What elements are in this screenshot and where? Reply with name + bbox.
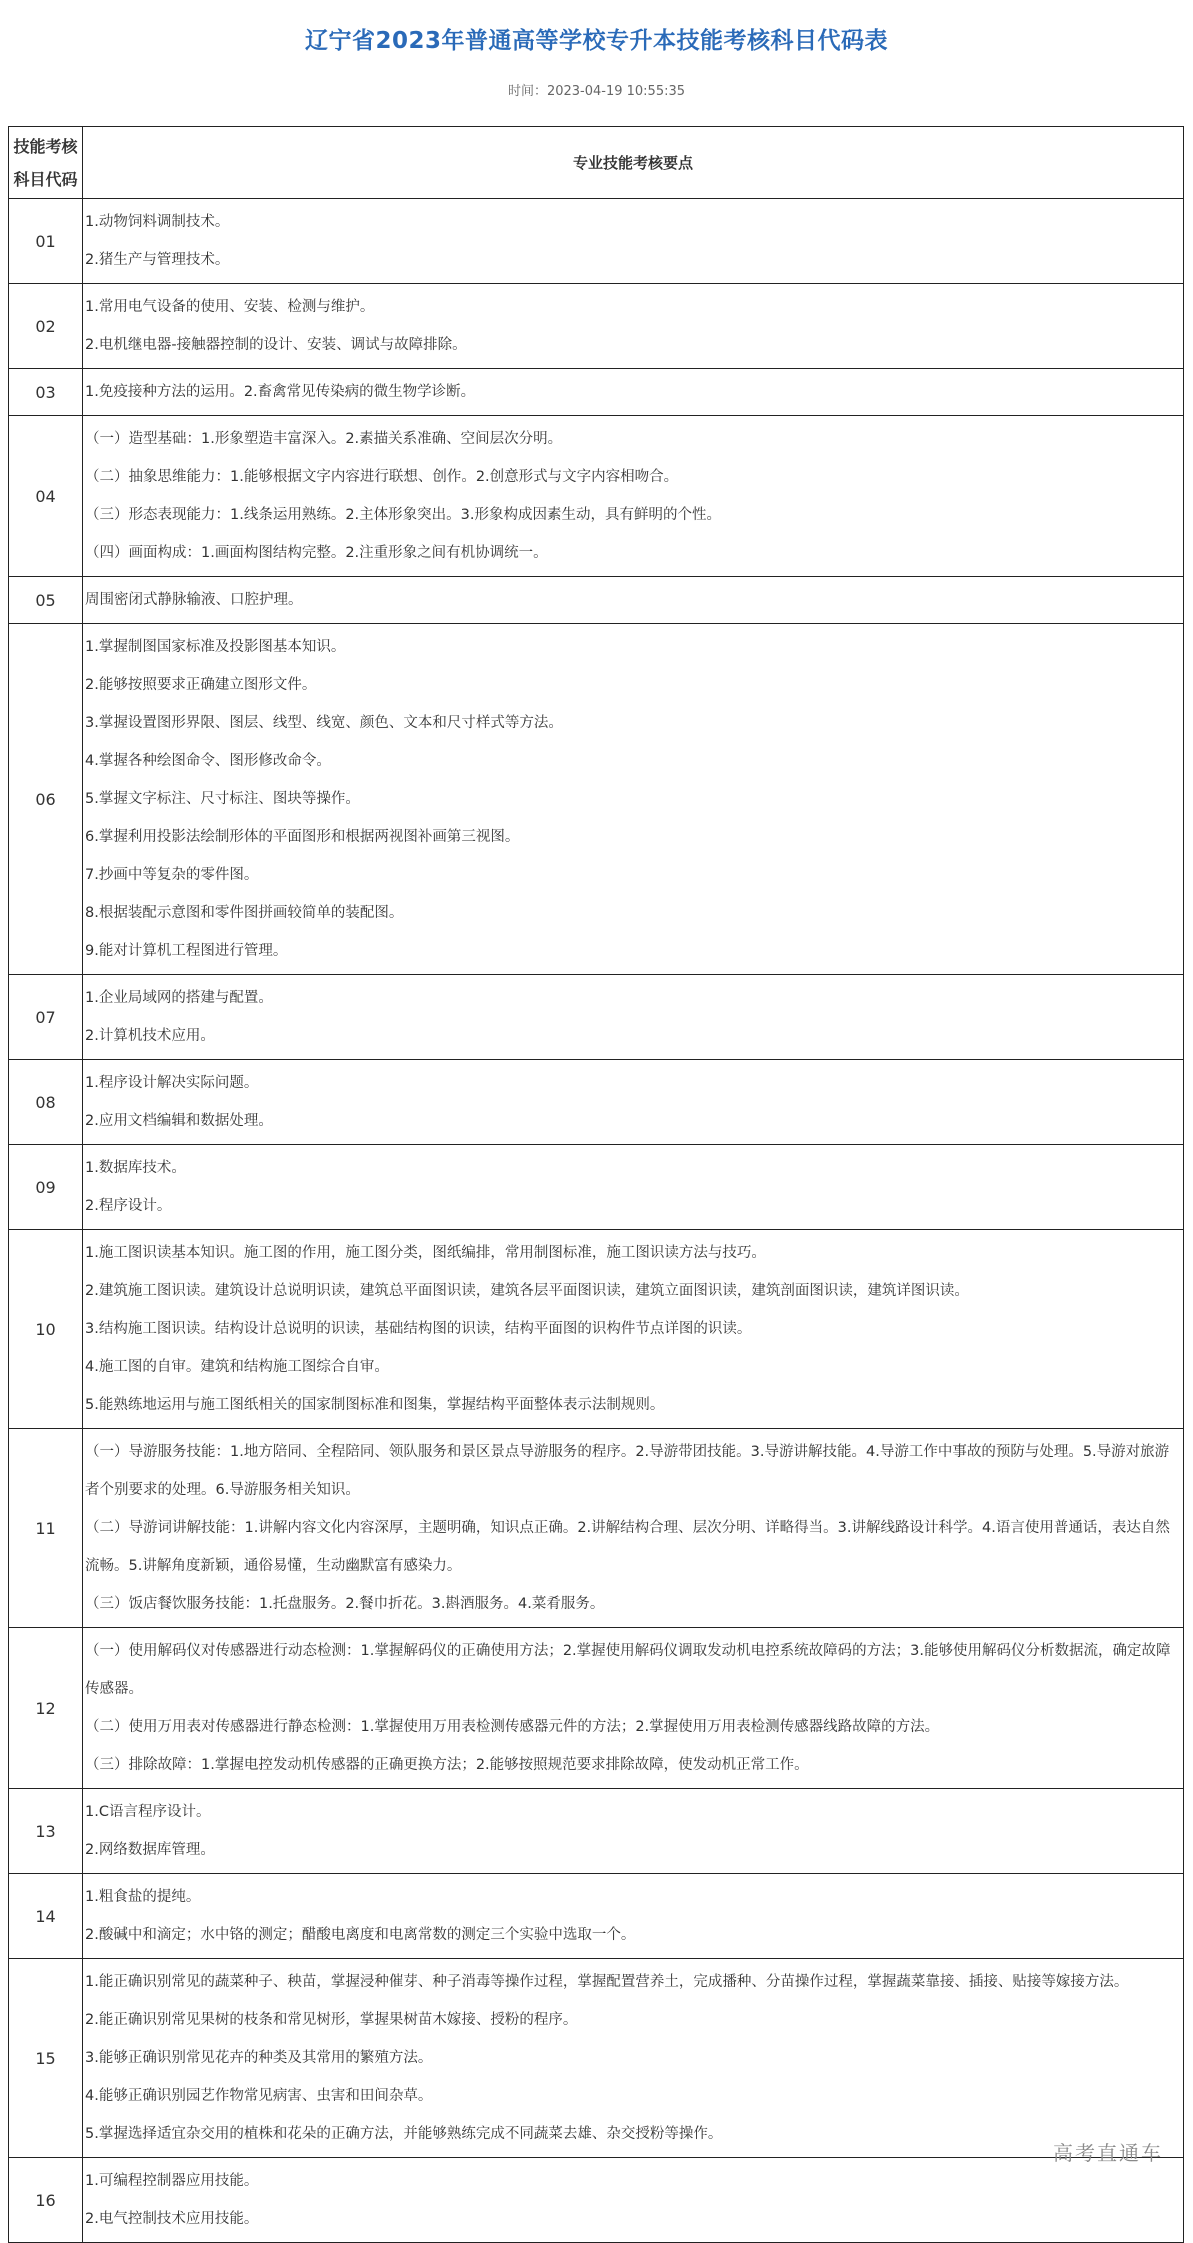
table-row — [9, 1060, 1184, 1145]
skill-point-line: （二）导游词讲解技能：1.讲解内容文化内容深厚，主题明确，知识点正确。2.讲解结构合理、层次分明、详略得当。3.讲解线路设计科学。4.语言使用普通话，表达自然流畅。5.讲解角度新颖，通俗易懂，生动幽默富有感染力。 — [85, 1520, 1170, 1574]
subject-code: 03 — [9, 369, 83, 416]
skill-point-line: （三）饭店餐饮服务技能：1.托盘服务。2.餐巾折花。3.斟酒服务。4.菜肴服务。 — [85, 1596, 605, 1612]
table-row — [9, 1789, 1184, 1874]
skill-point-line: 2.能够按照要求正确建立图形文件。 — [85, 677, 317, 693]
skill-point-line: 1.粗食盐的提纯。 — [85, 1889, 201, 1905]
subject-code: 07 — [9, 975, 83, 1060]
skill-point-line: 1.数据库技术。 — [85, 1160, 186, 1176]
subject-code: 06 — [9, 624, 83, 975]
table-row — [9, 284, 1184, 369]
skill-points — [83, 1230, 1184, 1429]
skill-point-line: 2.计算机技术应用。 — [85, 1028, 215, 1044]
skill-point-line: 1.企业局域网的搭建与配置。 — [85, 990, 273, 1006]
table-row — [9, 369, 1184, 416]
skill-points — [83, 416, 1184, 577]
subject-code: 04 — [9, 416, 83, 577]
table-row — [9, 416, 1184, 577]
skill-point-line: 2.应用文档编辑和数据处理。 — [85, 1113, 273, 1129]
skill-points — [83, 369, 1184, 416]
header-content: 专业技能考核要点 — [83, 127, 1184, 199]
skill-point-line: （三）排除故障：1.掌握电控发动机传感器的正确更换方法；2.能够按照规范要求排除故障，使发动机正常工作。 — [85, 1757, 809, 1773]
skill-point-line: 1.掌握制图国家标准及投影图基本知识。 — [85, 639, 346, 655]
skill-point-line: 2.猪生产与管理技术。 — [85, 252, 230, 268]
skill-point-line: 2.网络数据库管理。 — [85, 1842, 215, 1858]
watermark-text: 高考直通车 — [1053, 2141, 1163, 2165]
skill-point-line: 8.根据装配示意图和零件图拼画较简单的装配图。 — [85, 905, 404, 921]
subject-code: 10 — [9, 1230, 83, 1429]
skill-points — [83, 1874, 1184, 1959]
subject-code: 02 — [9, 284, 83, 369]
skill-point-line: 1.动物饲料调制技术。 — [85, 214, 230, 230]
skill-point-line: 1.程序设计解决实际问题。 — [85, 1075, 259, 1091]
subject-code: 12 — [9, 1628, 83, 1789]
skill-point-line: 2.程序设计。 — [85, 1198, 172, 1214]
subject-code: 08 — [9, 1060, 83, 1145]
skill-point-line: 1.C语言程序设计。 — [85, 1804, 211, 1820]
skill-points — [83, 1060, 1184, 1145]
table-row — [9, 1959, 1184, 2158]
table-row — [9, 1230, 1184, 1429]
skill-point-line: 4.施工图的自审。建筑和结构施工图综合自审。 — [85, 1359, 389, 1375]
skill-point-line: 3.结构施工图识读。结构设计总说明的识读，基础结构图的识读，结构平面图的识构件节点详图的识读。 — [85, 1321, 752, 1337]
skill-point-line: 4.掌握各种绘图命令、图形修改命令。 — [85, 753, 331, 769]
skill-points — [83, 624, 1184, 975]
skill-points — [83, 284, 1184, 369]
skill-points — [83, 975, 1184, 1060]
table-header-row — [9, 127, 1184, 199]
page-title: 辽宁省2023年普通高等学校专升本技能考核科目代码表 — [304, 28, 888, 54]
skill-point-line: （二）抽象思维能力：1.能够根据文字内容进行联想、创作。2.创意形式与文字内容相吻合。 — [85, 469, 679, 485]
skill-point-line: 2.电机继电器-接触器控制的设计、安装、调试与故障排除。 — [85, 337, 467, 353]
skill-point-line: 5.掌握选择适宜杂交用的植株和花朵的正确方法，并能够熟练完成不同蔬菜去雄、杂交授粉等操作。 — [85, 2126, 723, 2142]
skill-point-line: （一）使用解码仪对传感器进行动态检测：1.掌握解码仪的正确使用方法；2.掌握使用解码仪调取发动机电控系统故障码的方法；3.能够使用解码仪分析数据流，确定故障传感器。 — [85, 1643, 1171, 1697]
table-row — [9, 624, 1184, 975]
skill-point-line: 1.免疫接种方法的运用。2.畜禽常见传染病的微生物学诊断。 — [85, 384, 476, 400]
table-row — [9, 1145, 1184, 1230]
skill-points — [83, 1429, 1184, 1628]
skill-point-line: 3.掌握设置图形界限、图层、线型、线宽、颜色、文本和尺寸样式等方法。 — [85, 715, 563, 731]
skill-points — [83, 577, 1184, 624]
table-row — [9, 1628, 1184, 1789]
skill-point-line: 1.施工图识读基本知识。施工图的作用，施工图分类，图纸编排，常用制图标准，施工图识读方法与技巧。 — [85, 1245, 766, 1261]
skill-point-line: 2.能正确识别常见果树的枝条和常见树形，掌握果树苗木嫁接、授粉的程序。 — [85, 2012, 578, 2028]
skill-point-line: 1.能正确识别常见的蔬菜种子、秧苗，掌握浸种催芽、种子消毒等操作过程，掌握配置营养土，完成播种、分苗操作过程，掌握蔬菜靠接、插接、贴接等嫁接方法。 — [85, 1974, 1129, 1990]
skill-code-table — [8, 126, 1184, 2243]
subject-code: 13 — [9, 1789, 83, 1874]
table-row — [9, 1874, 1184, 1959]
publish-time: 时间：2023-04-19 10:55:35 — [507, 84, 686, 99]
subject-code: 11 — [9, 1429, 83, 1628]
skill-point-line: 1.常用电气设备的使用、安装、检测与维护。 — [85, 299, 375, 315]
table-row — [9, 2158, 1184, 2243]
skill-point-line: 2.电气控制技术应用技能。 — [85, 2211, 259, 2227]
skill-point-line: 周围密闭式静脉输液、口腔护理。 — [85, 592, 303, 608]
skill-points — [83, 1789, 1184, 1874]
skill-points — [83, 1628, 1184, 1789]
subject-code: 05 — [9, 577, 83, 624]
skill-point-line: 7.抄画中等复杂的零件图。 — [85, 867, 259, 883]
skill-point-line: （一）导游服务技能：1.地方陪同、全程陪同、领队服务和景区景点导游服务的程序。2.导游带团技能。3.导游讲解技能。4.导游工作中事故的预防与处理。5.导游对旅游者个别要求的处理。6.导游服务相关知识。 — [85, 1444, 1170, 1498]
skill-point-line: （三）形态表现能力：1.线条运用熟练。2.主体形象突出。3.形象构成因素生动，具有鲜明的个性。 — [85, 507, 721, 523]
skill-point-line: （二）使用万用表对传感器进行静态检测：1.掌握使用万用表检测传感器元件的方法；2.掌握使用万用表检测传感器线路故障的方法。 — [85, 1719, 940, 1735]
subject-code: 16 — [9, 2158, 83, 2243]
table-row — [9, 199, 1184, 284]
skill-point-line: 3.能够正确识别常见花卉的种类及其常用的繁殖方法。 — [85, 2050, 433, 2066]
skill-point-line: （四）画面构成：1.画面构图结构完整。2.注重形象之间有机协调统一。 — [85, 545, 548, 561]
skill-point-line: 5.掌握文字标注、尺寸标注、图块等操作。 — [85, 791, 360, 807]
skill-point-line: 4.能够正确识别园艺作物常见病害、虫害和田间杂草。 — [85, 2088, 433, 2104]
subject-code: 01 — [9, 199, 83, 284]
skill-point-line: 6.掌握利用投影法绘制形体的平面图形和根据两视图补画第三视图。 — [85, 829, 520, 845]
skill-point-line: 5.能熟练地运用与施工图纸相关的国家制图标准和图集，掌握结构平面整体表示法制规则。 — [85, 1397, 665, 1413]
table-row — [9, 1429, 1184, 1628]
subject-code: 09 — [9, 1145, 83, 1230]
skill-point-line: （一）造型基础：1.形象塑造丰富深入。2.素描关系准确、空间层次分明。 — [85, 431, 563, 447]
table-row — [9, 577, 1184, 624]
skill-point-line: 2.酸碱中和滴定；水中铬的测定；醋酸电离度和电离常数的测定三个实验中选取一个。 — [85, 1927, 636, 1943]
subject-code: 15 — [9, 1959, 83, 2158]
subject-code: 14 — [9, 1874, 83, 1959]
skill-point-line: 9.能对计算机工程图进行管理。 — [85, 943, 288, 959]
skill-points — [83, 2158, 1184, 2243]
skill-point-line: 2.建筑施工图识读。建筑设计总说明识读，建筑总平面图识读，建筑各层平面图识读，建筑立面图识读，建筑剖面图识读，建筑详图识读。 — [85, 1283, 969, 1299]
skill-points — [83, 1959, 1184, 2158]
table-row — [9, 975, 1184, 1060]
header-code: 技能考核科目代码 — [9, 127, 83, 199]
skill-point-line: 1.可编程控制器应用技能。 — [85, 2173, 259, 2189]
skill-points — [83, 199, 1184, 284]
skill-points — [83, 1145, 1184, 1230]
